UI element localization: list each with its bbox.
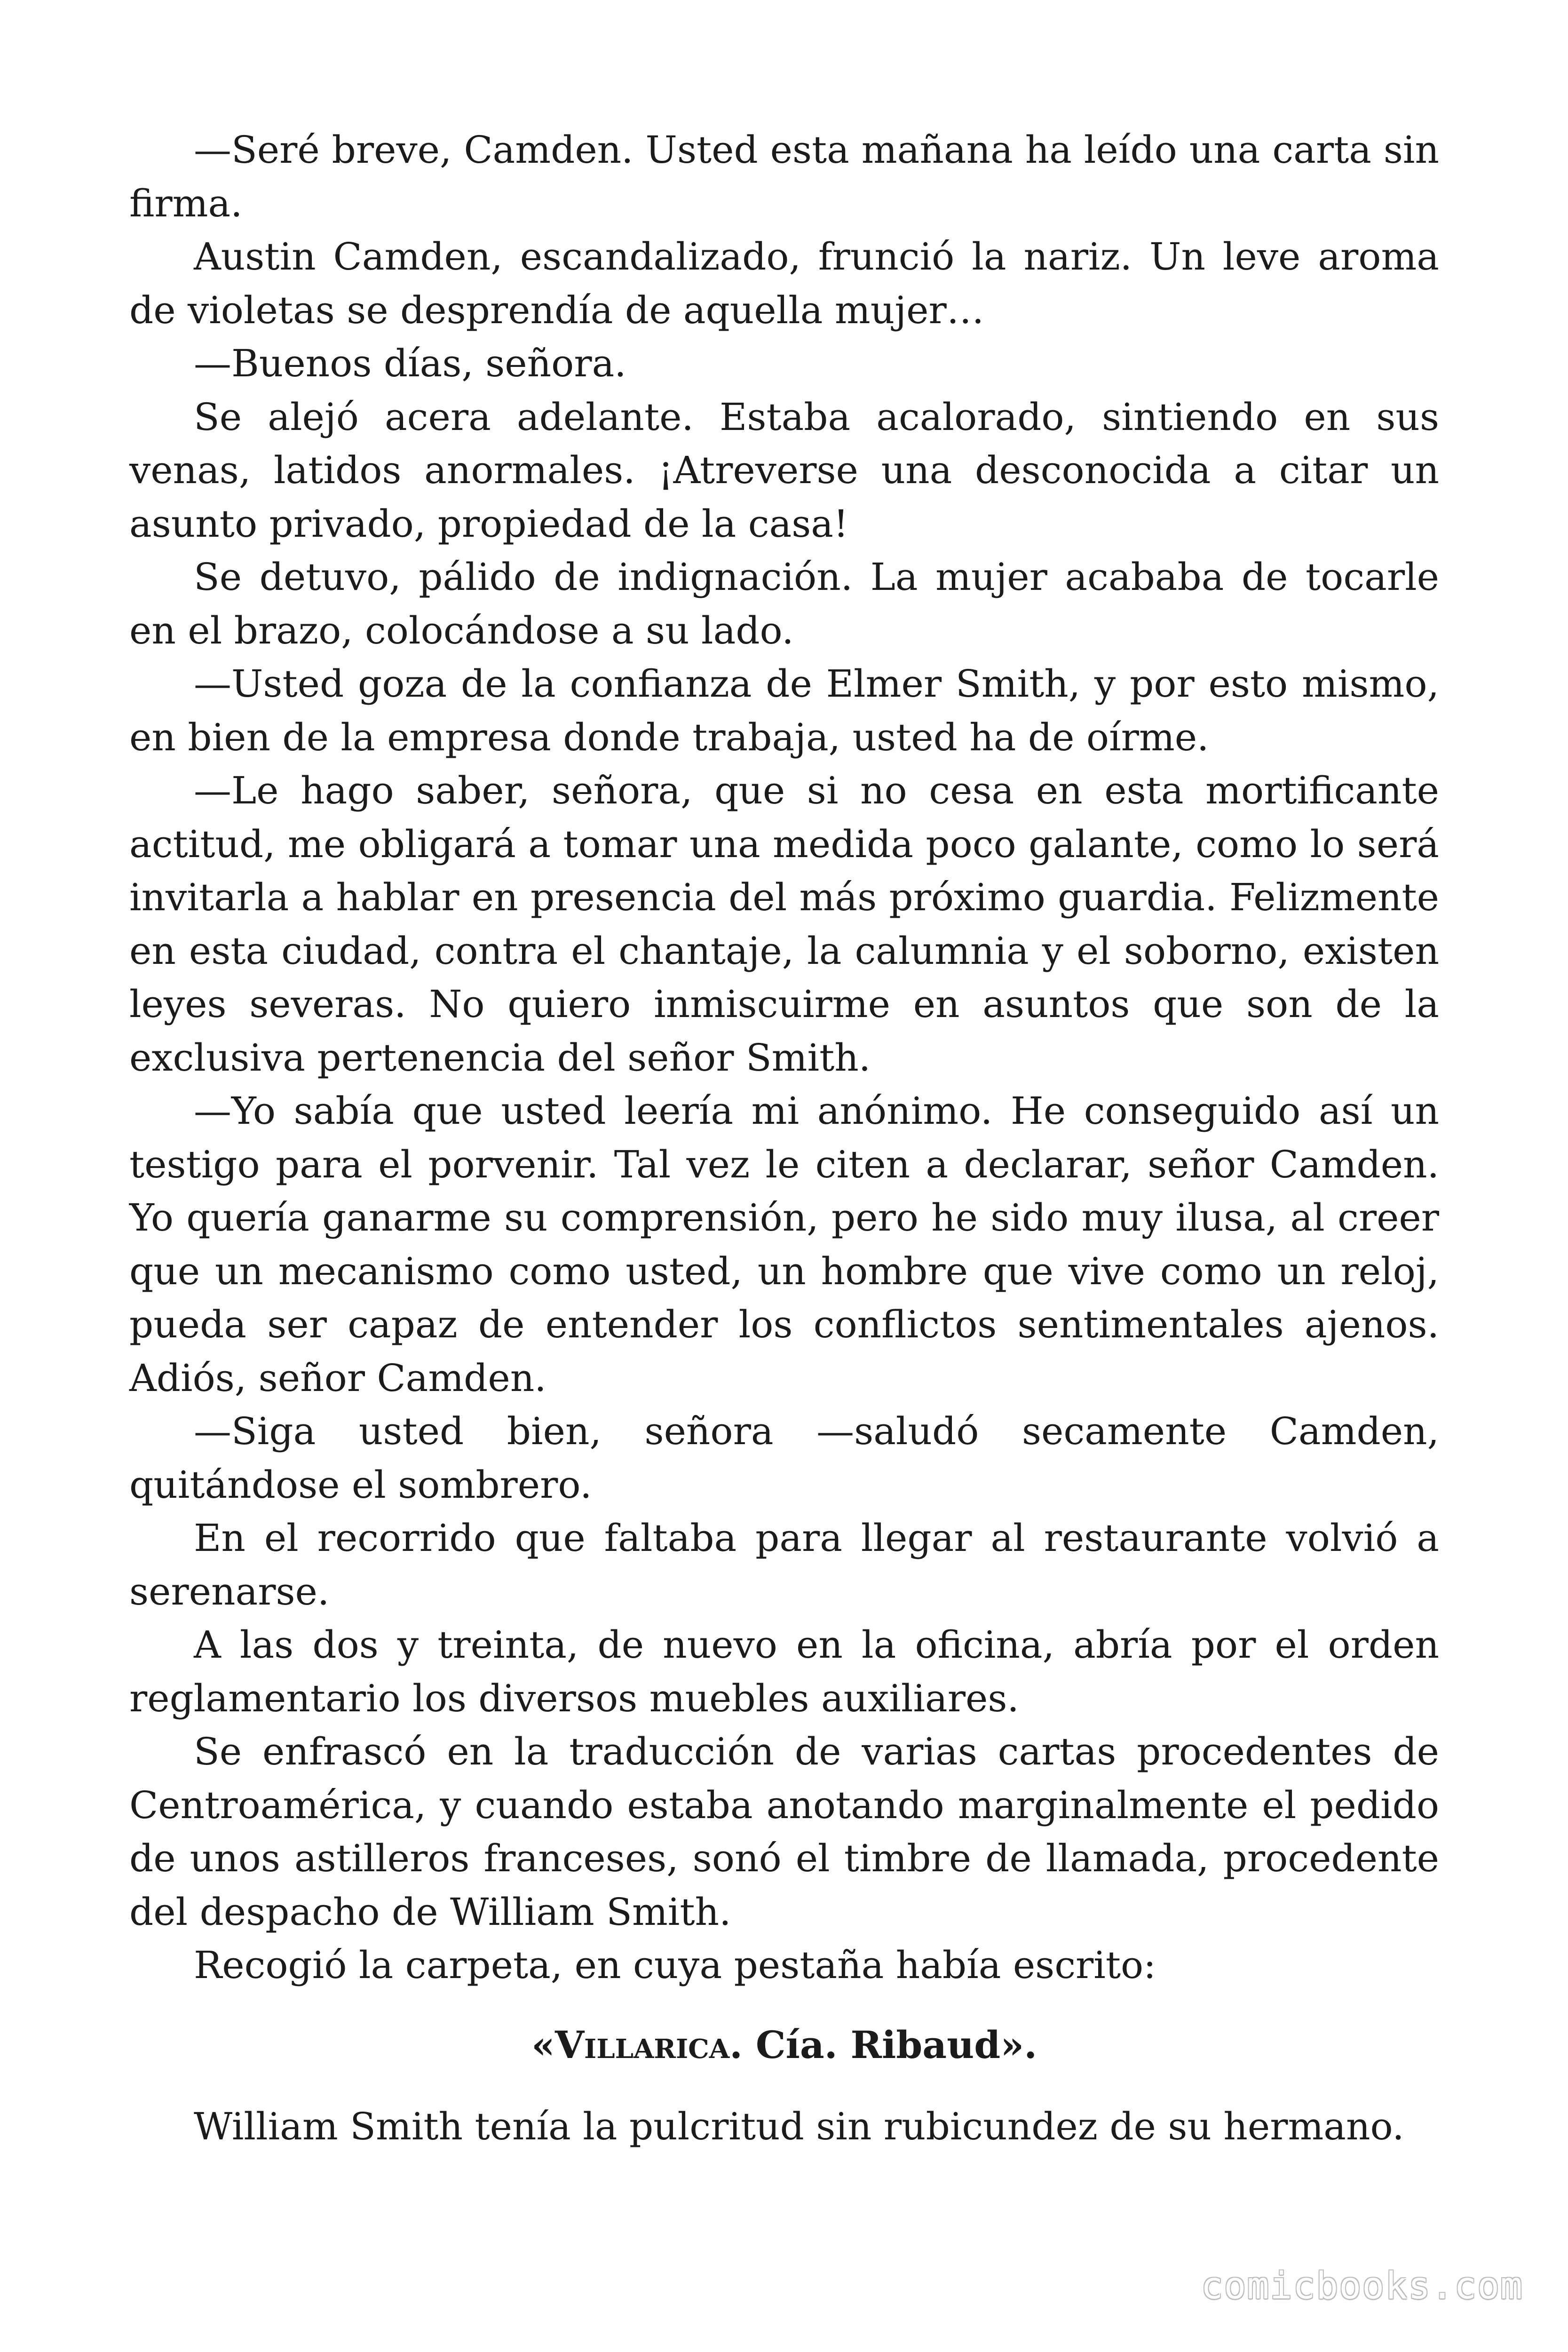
paragraph: —Yo sabía que usted leería mi anónimo. He conseguido así un testigo para el porvenir. Tal vez le citen a declarar, señor Camden. Yo quería ganarme su comprensión, pero he sido muy ilusa, al creer que un mecanismo como usted, un hombre que vive como un reloj, pueda ser capaz de entender los conflictos sentimentales ajenos. Adiós, señor Camden. xyxy=(129,1089,1439,1400)
paragraph: —Seré breve, Camden. Usted esta mañana ha leído una carta sin firma. xyxy=(129,128,1439,225)
paragraph: Se alejó acera adelante. Estaba acalorado, sintiendo en sus venas, latidos anormales. ¡Atreverse una desconocida a citar un asunto privado, propiedad de la casa! xyxy=(129,395,1439,546)
paragraph: —Siga usted bien, señora —saludó secamente Camden, quitándose el sombrero. xyxy=(129,1409,1439,1507)
heading-company-name: Villarica xyxy=(554,2022,730,2067)
paragraph: —Buenos días, señora. xyxy=(194,342,626,385)
body-text xyxy=(129,123,1439,2153)
heading-open-quote: « xyxy=(531,2022,555,2067)
paragraph: Se enfrascó en la traducción de varias cartas procedentes de Centroamérica, y cuando estaba anotando marginalmente el pedido de unos astilleros franceses, sonó el timbre de llamada, procedente del despacho de William Smith. xyxy=(129,1730,1439,1934)
watermark: comicbooks.com xyxy=(1201,2265,1523,2307)
paragraph: Austin Camden, escandalizado, frunció la nariz. Un leve aroma de violetas se desprendía de aquella mujer… xyxy=(129,235,1439,332)
paragraph: William Smith tenía la pulcritud sin rubicundez de su hermano. xyxy=(194,2105,1404,2148)
paragraph: —Le hago saber, señora, que si no cesa en esta mortificante actitud, me obligará a tomar una medida poco galante, como lo será invitarla a hablar en presencia del más próximo guardia. Felizmente en esta ciudad, contra el chantaje, la calumnia y el soborno, existen leyes severas. No quiero inmiscuirme en asuntos que son de la exclusiva pertenencia del señor Smith. xyxy=(129,769,1439,1080)
paragraph: Recogió la carpeta, en cuya pestaña había escrito: xyxy=(194,1943,1156,1987)
paragraph: Se detuvo, pálido de indignación. La mujer acababa de tocarle en el brazo, colocándose a su lado. xyxy=(129,555,1439,652)
paragraph: —Usted goza de la confianza de Elmer Smith, y por esto mismo, en bien de la empresa donde trabaja, usted ha de oírme. xyxy=(129,662,1439,759)
folder-label-heading xyxy=(129,2018,1439,2072)
paragraph: En el recorrido que faltaba para llegar al restaurante volvió a serenarse. xyxy=(129,1516,1439,1613)
paragraph: A las dos y treinta, de nuevo en la oficina, abría por el orden reglamentario los diversos muebles auxiliares. xyxy=(129,1623,1439,1720)
heading-rest: . Cía. Ribaud». xyxy=(729,2022,1037,2067)
